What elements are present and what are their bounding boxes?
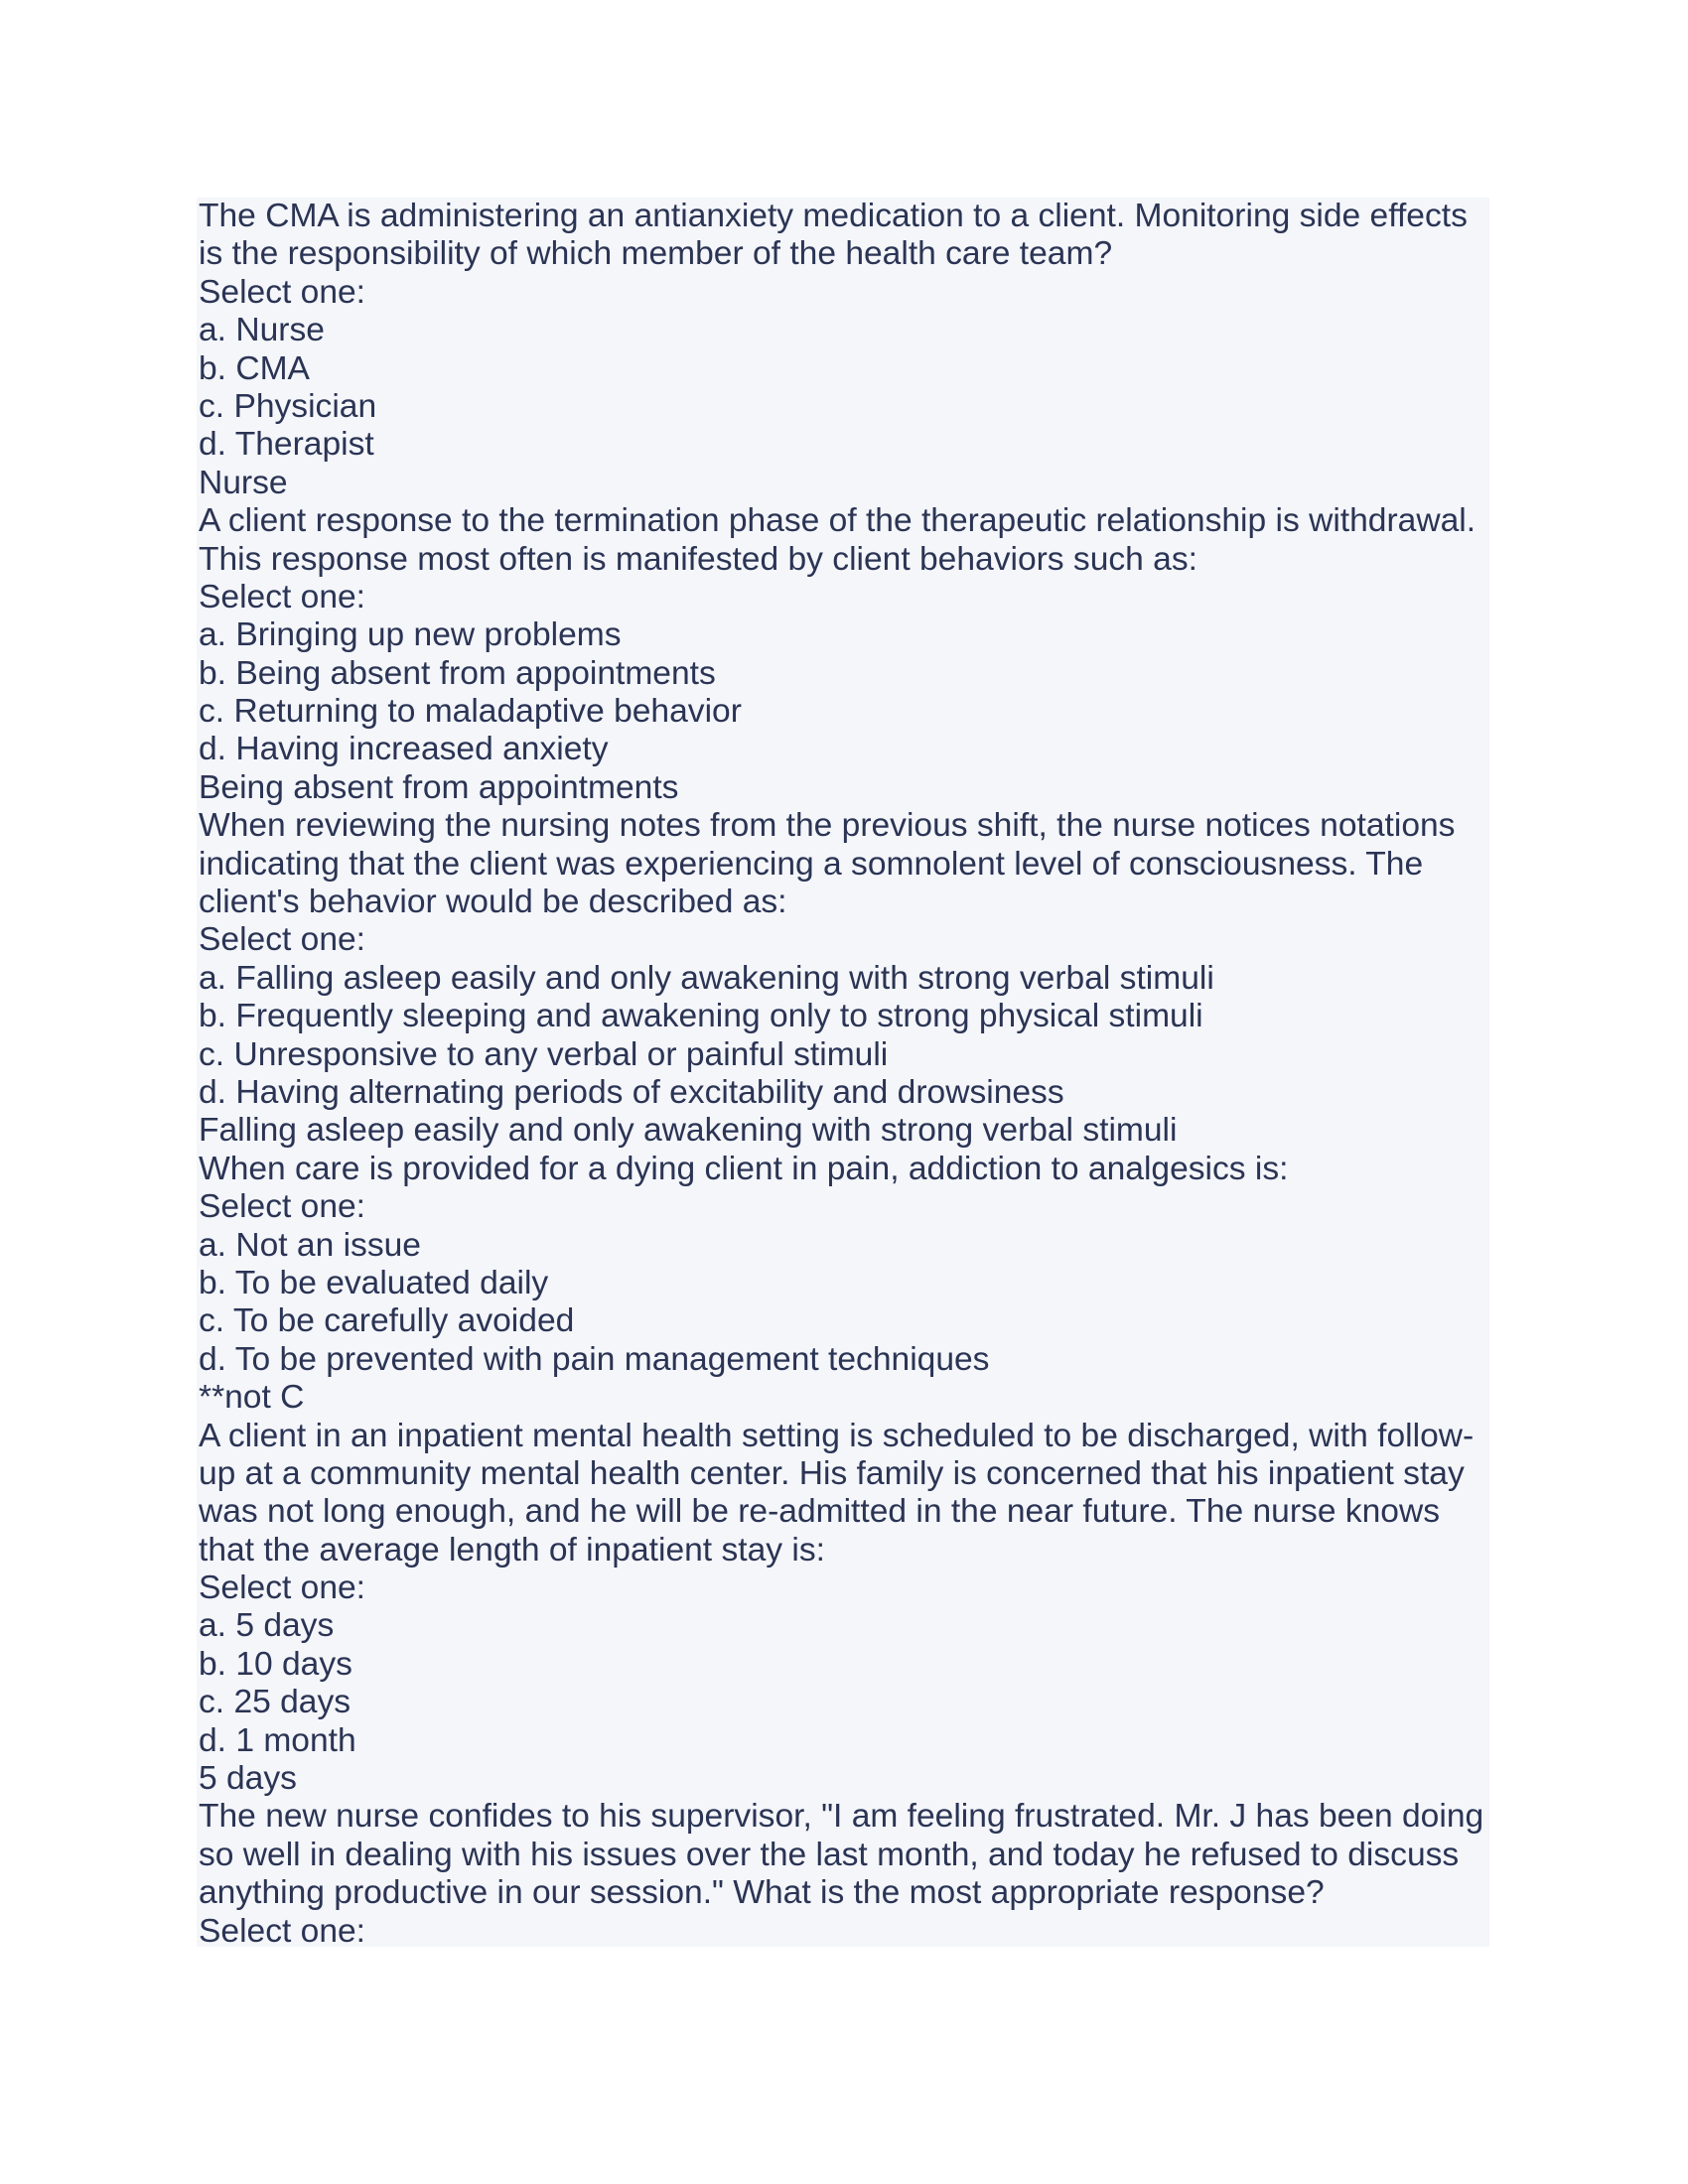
q3-stem-line-1: When reviewing the nursing notes from the previous shift, the nurse notices notations [199, 807, 1456, 845]
q5-option-c: c. 25 days [199, 1684, 352, 1721]
q4-answer-note: **not C [199, 1379, 305, 1417]
q1-option-b: b. CMA [199, 349, 310, 387]
q2-select-prompt: Select one: [199, 578, 366, 615]
q2-option-b: b. Being absent from appointments [199, 654, 716, 692]
q3-stem-line-2: indicating that the client was experiencing a somnolent level of consciousness. The [199, 845, 1424, 883]
q5-option-b: b. 10 days [199, 1645, 352, 1683]
q3-option-b: b. Frequently sleeping and awakening only to strong physical stimuli [199, 998, 1203, 1035]
q3-option-d: d. Having alternating periods of excitability and drowsiness [199, 1073, 1064, 1111]
q1-option-d: d. Therapist [199, 426, 374, 464]
q6-select-prompt: Select one: [199, 1912, 366, 1950]
q5-select-prompt: Select one: [199, 1570, 366, 1607]
q4-option-d: d. To be prevented with pain management techniques [199, 1340, 990, 1378]
q1-stem-line-2: is the responsibility of which member of the health care team? [199, 235, 1113, 273]
q6-stem-line-1: The new nurse confides to his supervisor, "I am feeling frustrated. Mr. J has been doing [199, 1798, 1484, 1836]
q2-stem-line-1: A client response to the termination phase of the therapeutic relationship is withdrawal. [199, 502, 1477, 540]
q2-stem-line-2: This response most often is manifested by client behaviors such as: [199, 540, 1197, 578]
q5-stem-line-2: up at a community mental health center. His family is concerned that his inpatient stay [199, 1454, 1465, 1492]
q2-option-a: a. Bringing up new problems [199, 616, 622, 654]
q4-option-b: b. To be evaluated daily [199, 1264, 549, 1301]
q3-select-prompt: Select one: [199, 921, 366, 959]
q1-select-prompt: Select one: [199, 273, 366, 311]
q1-answer: Nurse [199, 464, 288, 501]
q1-stem-line-1: The CMA is administering an antianxiety medication to a client. Monitoring side effects [199, 198, 1468, 234]
q2-option-d: d. Having increased anxiety [199, 731, 609, 768]
q4-stem-line-1: When care is provided for a dying client in pain, addiction to analgesics is: [199, 1150, 1289, 1187]
document-text-block [197, 198, 1489, 1950]
q5-stem-line-1: A client in an inpatient mental health setting is scheduled to be discharged, with follow- [199, 1417, 1475, 1454]
q2-answer: Being absent from appointments [199, 768, 679, 806]
q4-select-prompt: Select one: [199, 1188, 366, 1226]
q5-option-a: a. 5 days [199, 1607, 335, 1645]
q5-option-d: d. 1 month [199, 1721, 356, 1759]
q1-option-c: c. Physician [199, 387, 377, 425]
q2-option-c: c. Returning to maladaptive behavior [199, 693, 742, 731]
q3-option-c: c. Unresponsive to any verbal or painful stimuli [199, 1035, 889, 1073]
q3-answer: Falling asleep easily and only awakening with strong verbal stimuli [199, 1112, 1178, 1150]
q1-option-a: a. Nurse [199, 312, 325, 349]
q5-answer: 5 days [199, 1760, 297, 1798]
q5-stem-line-4: that the average length of inpatient stay is: [199, 1531, 825, 1569]
q4-option-a: a. Not an issue [199, 1226, 421, 1264]
q5-stem-line-3: was not long enough, and he will be re-admitted in the near future. The nurse knows [199, 1493, 1440, 1531]
q6-stem-line-3: anything productive in our session." What is the most appropriate response? [199, 1874, 1325, 1912]
q3-stem-line-3: client's behavior would be described as: [199, 884, 787, 921]
q3-option-a: a. Falling asleep easily and only awakening with strong verbal stimuli [199, 959, 1214, 997]
q4-option-c: c. To be carefully avoided [199, 1302, 575, 1340]
q6-stem-line-2: so well in dealing with his issues over the last month, and today he refused to discuss [199, 1836, 1460, 1873]
